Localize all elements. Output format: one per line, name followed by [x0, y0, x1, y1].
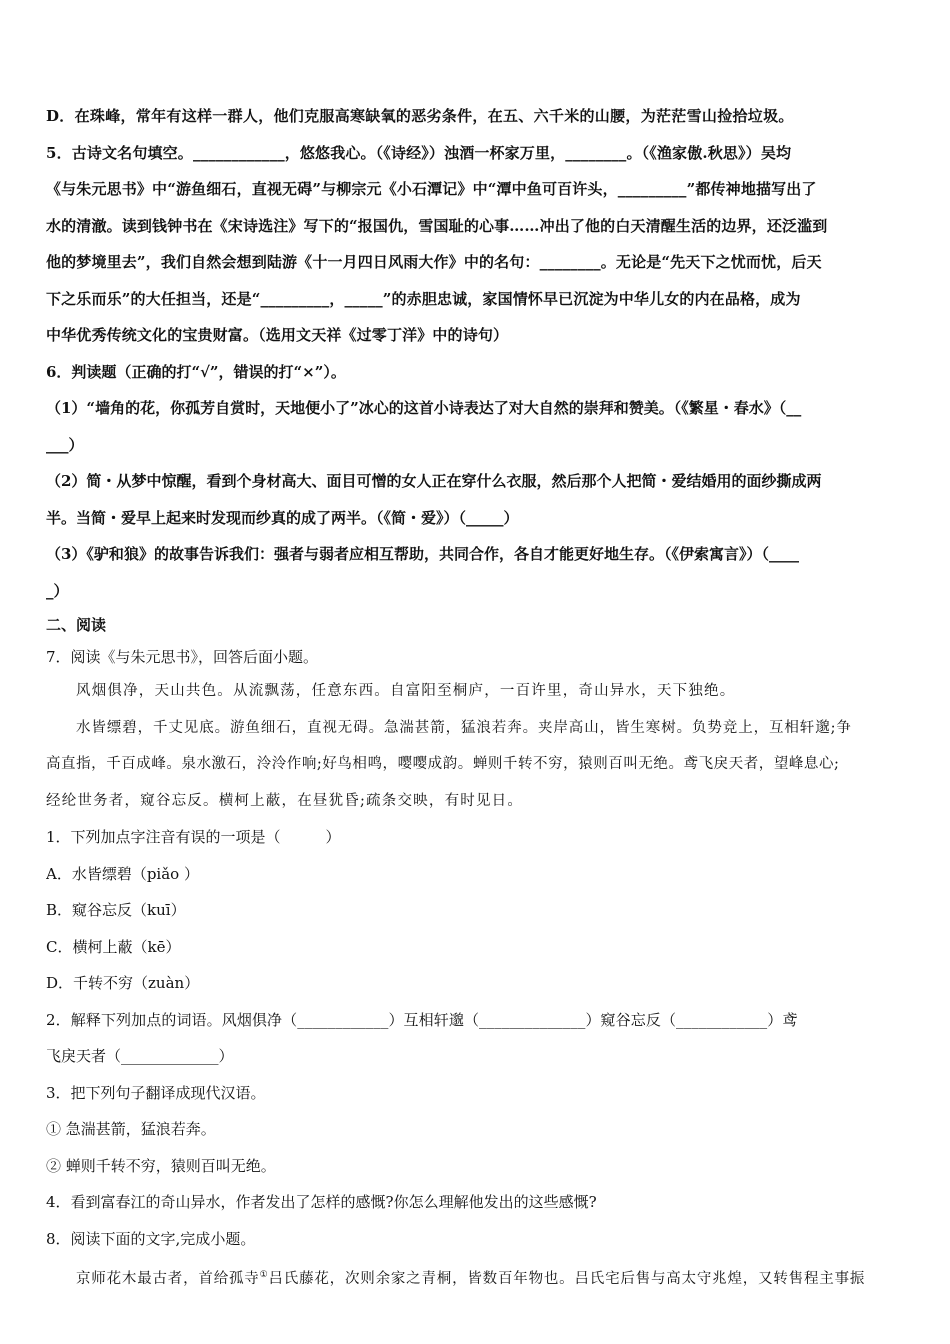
- option-d-line: D．在珠峰，常年有这样一群人，他们克服高寒缺氧的恶劣条件，在五、六千米的山腰，为茫茫雪山捡拾垃圾。: [46, 107, 794, 125]
- classical-text-paragraph-1: 风烟俱净，天山共色。从流飘荡，任意东西。自富阳至桐庐，一百许里，奇山异水，天下独绝。: [76, 683, 736, 699]
- question-6-item-3-line-1: （3）《驴和狼》的故事告诉我们：强者与弱者应相互帮助，共同合作，各自才能更好地生存。（《伊索寓言》）（____: [46, 545, 799, 563]
- sub-question-4: 4．看到富春江的奇山异水，作者发出了怎样的感慨?你怎么理解他发出的这些感慨?: [46, 1193, 597, 1211]
- question-8-title: 8．阅读下面的文字,完成小题。: [46, 1229, 256, 1248]
- classical-text-paragraph-2-line-1: 水皆缥碧，千丈见底。游鱼细石，直视无碍。急湍甚箭，猛浪若奔。夹岸高山，皆生寒树。负势竞上，互相轩邈;争: [76, 719, 852, 736]
- question-5-line-6: 中华优秀传统文化的宝贵财富。（选用文天祥《过零丁洋》中的诗句）: [46, 326, 509, 344]
- sub-question-3-item-2: ② 蝉则千转不穷，猿则百叫无绝。: [46, 1156, 276, 1175]
- question-8-text-line-1: [46, 1257, 908, 1294]
- question-5-line-5: 下之乐而乐”的大任担当，还是“_________，_____”的赤胆忠诚，家国情怀早已沉淀为中华儿女的内在品格，成为: [46, 289, 801, 308]
- sub-question-1-option-b: B．窥谷忘反（kuī）: [46, 901, 186, 919]
- section-heading-reading: 二、阅读: [46, 616, 107, 634]
- question-6-item-1-line-1: （1）“墙角的花，你孤芳自赏时，天地便小了”冰心的这首小诗表达了对大自然的崇拜和赞美。（《繁星・春水》（__: [46, 399, 802, 417]
- classical-text-paragraph-2-line-3: 经纶世务者，窥谷忘反。横柯上蔽，在昼犹昏;疏条交映，有时见日。: [46, 792, 524, 809]
- sub-question-1-option-a: A．水皆缥碧（piǎo ）: [46, 864, 199, 883]
- question-7-title: 7．阅读《与朱元思书》，回答后面小题。: [46, 648, 319, 666]
- sub-question-1: 1．下列加点字注音有误的一项是（ ）: [46, 828, 341, 846]
- document-page: [46, 98, 908, 1294]
- question-5-line-4: 他的梦境里去”，我们自然会想到陆游《十一月四日风雨大作》中的名句：________。无论是“先天下之忧而忧，后天: [46, 253, 822, 271]
- question-8-text-post: 吕氏藤花，次则余家之青桐，皆数百年物也。吕氏宅后售与高太守兆煌，又转售程主事振: [268, 1270, 866, 1287]
- question-6-item-3-line-2: _）: [46, 581, 69, 600]
- sub-question-3: 3．把下列句子翻译成现代汉语。: [46, 1083, 266, 1102]
- sub-question-1-option-c: C．横柯上蔽（kē）: [46, 937, 181, 956]
- footnote-marker: ①: [259, 1270, 269, 1280]
- sub-question-2-line-2: 飞戾天者（_____________）: [46, 1047, 234, 1065]
- question-5-line-1: 5．古诗文名句填空。____________，悠悠我心。（《诗经》）浊酒一杯家万里，________。（《渔家傲.秋思》）吴均: [46, 143, 792, 162]
- sub-question-3-item-1: ① 急湍甚箭，猛浪若奔。: [46, 1120, 216, 1138]
- question-6-item-1-line-2: ___）: [46, 435, 84, 454]
- question-8-text-pre: 京师花木最古者，首给孤寺: [76, 1270, 260, 1287]
- question-6-item-2-line-1: （2）简・从梦中惊醒，看到个身材高大、面目可憎的女人正在穿什么衣服，然后那个人把简・爱结婚用的面纱撕成两: [46, 472, 822, 490]
- question-6-item-2-line-2: 半。当简・爱早上起来时发现而纱真的成了两半。（《简・爱》）（_____）: [46, 508, 519, 527]
- sub-question-1-option-d: D．千转不穷（zuàn）: [46, 974, 200, 992]
- question-5-line-2: 《与朱元思书》中“游鱼细石，直视无碍”与柳宗元《小石潭记》中“潭中鱼可百许头，_________”都传神地描写出了: [46, 180, 817, 198]
- question-5-line-3: 水的清澈。读到钱钟书在《宋诗选注》写下的“报国仇，雪国耻的心事……冲出了他的白天清醒生活的边界，还泛滥到: [46, 216, 828, 235]
- question-6-title: 6．判读题（正确的打“√”，错误的打“×”）。: [46, 362, 346, 381]
- classical-text-paragraph-2-line-2: 高直指，千百成峰。泉水激石，泠泠作响;好鸟相鸣，嘤嘤成韵。蝉则千转不穷，猿则百叫无绝。鸢飞戾天者，望峰息心;: [46, 756, 840, 772]
- sub-question-2-line-1: 2．解释下列加点的词语。风烟俱净（____________）互相轩邈（______________）窥谷忘反（____________）鸢: [46, 1010, 798, 1029]
